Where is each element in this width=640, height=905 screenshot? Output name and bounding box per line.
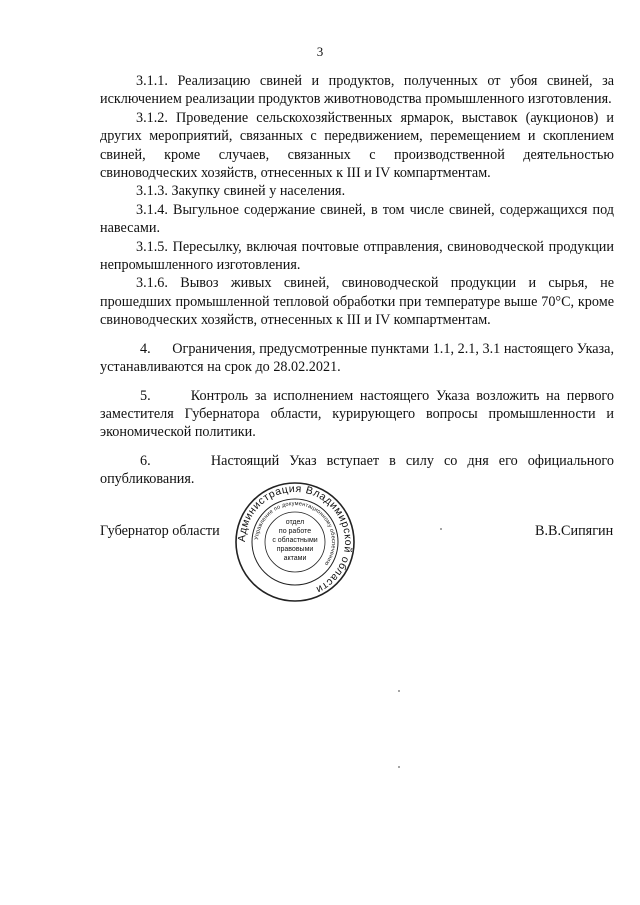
svg-text:актами: актами: [283, 555, 307, 562]
paragraph-3-1-2: 3.1.2. Проведение сельскохозяйственных ярмарок, выставок (аукционов) и других мероприятий, связанных с передвижением, перемещением и скоплением свиней, кроме случаев, связанных с производственной деятельностью свиноводческих хозяйств, отнесенных к III и IV компартментам.: [100, 109, 614, 182]
paragraph-4: 4. Ограничения, предусмотренные пунктами 1.1, 2.1, 3.1 настоящего Указа, устанавливаются на срок до 28.02.2021.: [100, 340, 614, 376]
svg-text:с областными: с областными: [272, 537, 318, 544]
speck: [398, 766, 400, 768]
paragraph-3-1-5: 3.1.5. Пересылку, включая почтовые отправления, свиноводческой продукции непромышленного изготовления.: [100, 238, 614, 274]
official-stamp: [234, 481, 356, 603]
page-number: 3: [316, 44, 324, 59]
signatory-title: Губернатор области: [100, 523, 220, 539]
paragraph-3-1-1: 3.1.1. Реализацию свиней и продуктов, полученных от убоя свиней, за исключением реализации продуктов животноводства промышленного изготовления.: [100, 73, 614, 108]
paragraph-3-1-6: 3.1.6. Вывоз живых свиней, свиноводческой продукции и сырья, не прошедших промышленной тепловой обработки при температуре выше 70°С, кроме свиноводческих хозяйств, отнесенных к III и IV компартментам.: [100, 275, 614, 329]
svg-text:отдел: отдел: [285, 519, 305, 526]
document-body: [100, 72, 614, 489]
paragraph-6: 6. Настоящий Указ вступает в силу со дня его официального опубликования.: [100, 452, 614, 488]
signatory-name: В.В.Сипягин: [535, 523, 614, 539]
speck: [440, 528, 442, 530]
stamp-inner-text: Управление по документационному обеспечению: [254, 500, 337, 567]
paragraph-3-1-4: 3.1.4. Выгульное содержание свиней, в том числе свиней, содержащихся под навесами.: [100, 201, 614, 237]
svg-text:по работе: по работе: [278, 528, 312, 535]
paragraph-5: 5. Контроль за исполнением настоящего Указа возложить на первого заместителя Губернатора области, курирующего вопросы промышленности и экономической политики.: [100, 387, 614, 441]
paragraph-3-1-3: 3.1.3. Закупку свиней у населения.: [136, 183, 346, 200]
stamp-outer-text: Администрация Владимирской области: [235, 482, 355, 596]
stamp-center-text: [272, 519, 317, 562]
speck: [398, 690, 400, 692]
svg-text:правовыми: правовыми: [276, 546, 314, 553]
